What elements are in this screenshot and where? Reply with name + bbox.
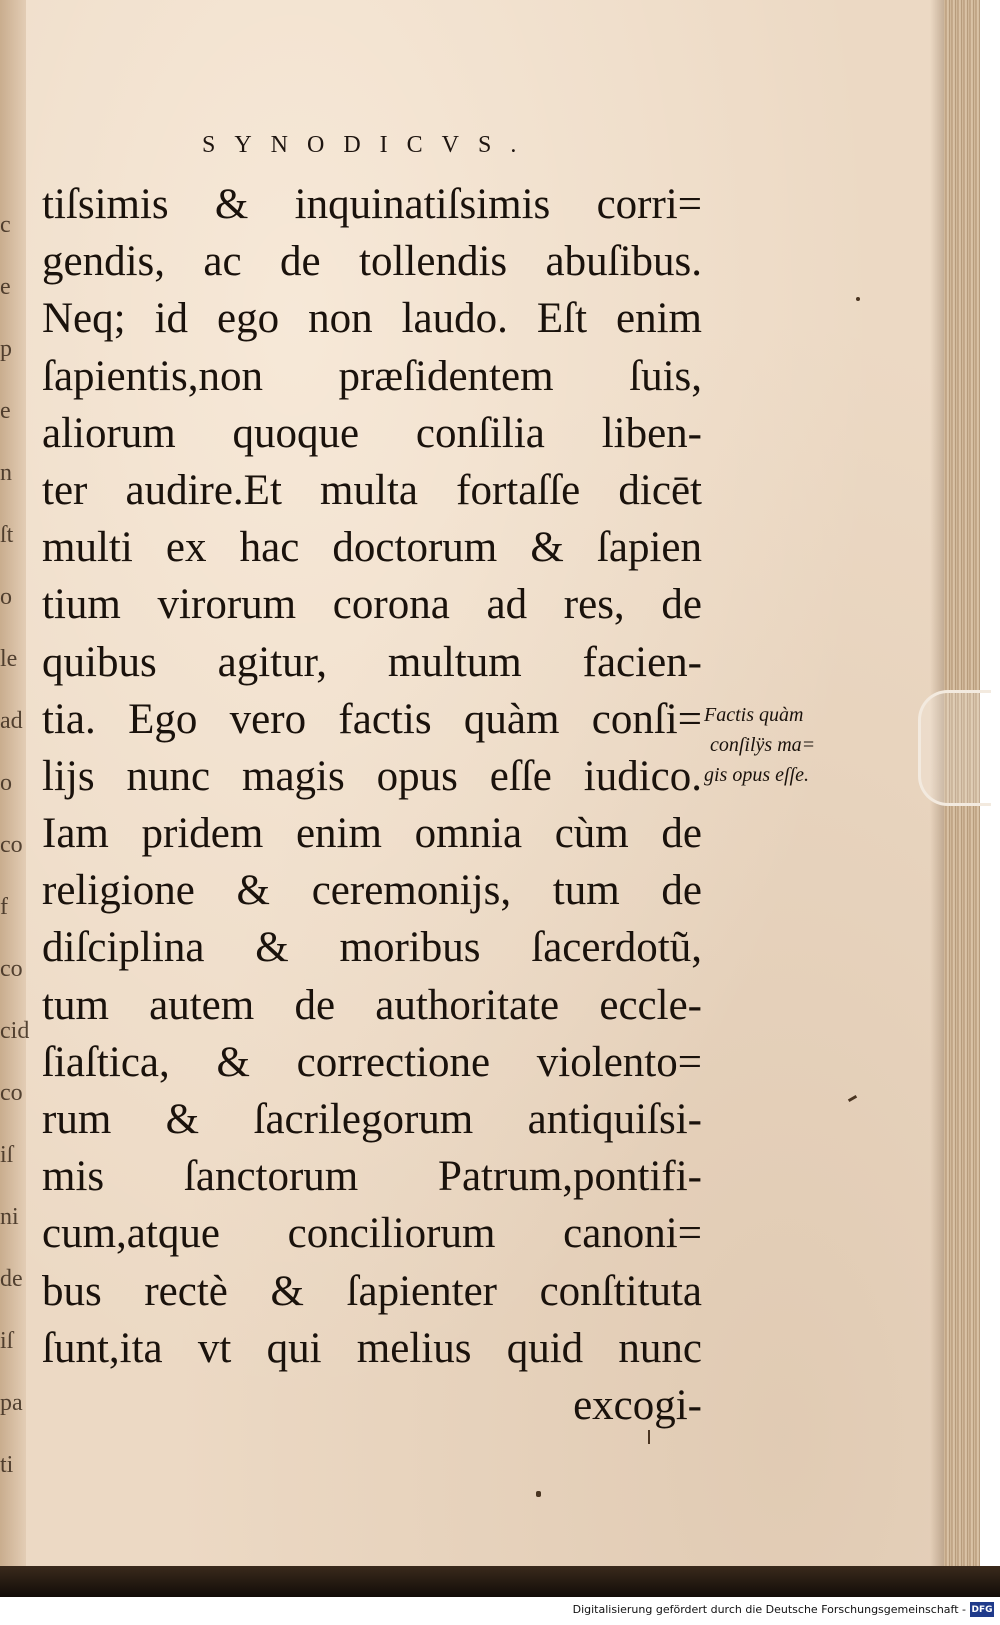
gutter-fragment: le xyxy=(0,646,18,672)
gutter-fragment: iſ xyxy=(0,1328,14,1354)
gutter-fragment: p xyxy=(0,336,12,362)
text-line: diſciplina & moribus ſacerdotũ, xyxy=(42,924,702,972)
text-line: rum & ſacrilegorum antiquiſsi- xyxy=(42,1096,702,1143)
gutter-fragment: co xyxy=(0,832,23,858)
gutter-fragment: pa xyxy=(0,1390,23,1416)
text-line: tiſsimis & inquinatiſsimis corri= xyxy=(42,181,702,228)
text-line: tia. Ego vero factis quàm conſi= xyxy=(42,695,702,743)
ink-speck xyxy=(648,1430,650,1444)
text-line: quibus agitur, multum facien- xyxy=(42,638,702,686)
text-line: tum autem de authoritate eccle- xyxy=(42,981,702,1029)
marginal-note xyxy=(704,700,864,790)
gutter-fragment: e xyxy=(0,274,11,300)
gutter-fragment: ni xyxy=(0,1204,19,1230)
footer-credit: Digitalisierung gefördert durch die Deutsche Forschungsgemeinschaft - xyxy=(572,1603,966,1616)
left-gutter xyxy=(0,0,30,1597)
ink-speck xyxy=(848,1095,857,1102)
marginal-note-line: gis opus eſſe. xyxy=(704,764,809,786)
ink-speck xyxy=(536,1491,541,1497)
text-line: religione & ceremonijs, tum de xyxy=(42,867,702,915)
ink-speck xyxy=(856,297,860,301)
text-line: Iam pridem enim omnia cùm de xyxy=(42,810,702,858)
gutter-fragment: co xyxy=(0,956,23,982)
text-line: multi ex hac doctorum & ſapien xyxy=(42,524,702,572)
body-text xyxy=(42,176,702,1434)
gutter-fragment: n xyxy=(0,460,12,486)
text-line: excogi- xyxy=(573,1381,702,1429)
binding-strip xyxy=(0,1566,1000,1597)
page-clip xyxy=(918,690,991,806)
text-line: aliorum quoque conſilia liben- xyxy=(42,409,702,457)
marginal-note-line: Factis quàm xyxy=(704,704,804,726)
gutter-fragment: cid xyxy=(0,1018,30,1044)
gutter-fragment: iſ xyxy=(0,1142,14,1168)
dfg-logo: DFG xyxy=(970,1602,994,1617)
text-line: gendis, ac de tollendis abuſibus. xyxy=(42,238,702,286)
text-line: bus rectè & ſapienter conſtituta xyxy=(42,1267,702,1315)
gutter-fragment: f xyxy=(0,894,8,920)
gutter-fragment: ti xyxy=(0,1452,14,1478)
gutter-fragment: c xyxy=(0,212,11,238)
text-line: tium virorum corona ad res, de xyxy=(42,581,702,629)
gutter-fragment: o xyxy=(0,584,12,610)
running-head: SYNODICVS. xyxy=(202,132,536,158)
text-line: ſapientis,non præſidentem ſuis, xyxy=(42,352,702,400)
text-line: ter audire.Et multa fortaſſe dicēt xyxy=(42,466,702,514)
text-line: cum,atque conciliorum canoni= xyxy=(42,1210,702,1258)
gutter-fragment: de xyxy=(0,1266,23,1292)
text-line: mis ſanctorum Patrum,pontifi- xyxy=(42,1153,702,1201)
footer xyxy=(0,1597,1000,1625)
gutter-fragment: o xyxy=(0,770,12,796)
text-line: ſiaſtica, & correctione violento= xyxy=(42,1038,702,1086)
text-line: Neq; id ego non laudo. Eſt enim xyxy=(42,295,702,343)
gutter-fragment: co xyxy=(0,1080,23,1106)
text-line: ſunt,ita vt qui melius quid nunc xyxy=(42,1324,702,1372)
marginal-note-line: conſilÿs ma= xyxy=(710,734,816,756)
gutter-fragment: ad xyxy=(0,708,23,734)
text-line: lijs nunc magis opus eſſe iudico. xyxy=(42,752,702,800)
gutter-fragment: ſt xyxy=(0,522,14,548)
gutter-fragment: e xyxy=(0,398,11,424)
